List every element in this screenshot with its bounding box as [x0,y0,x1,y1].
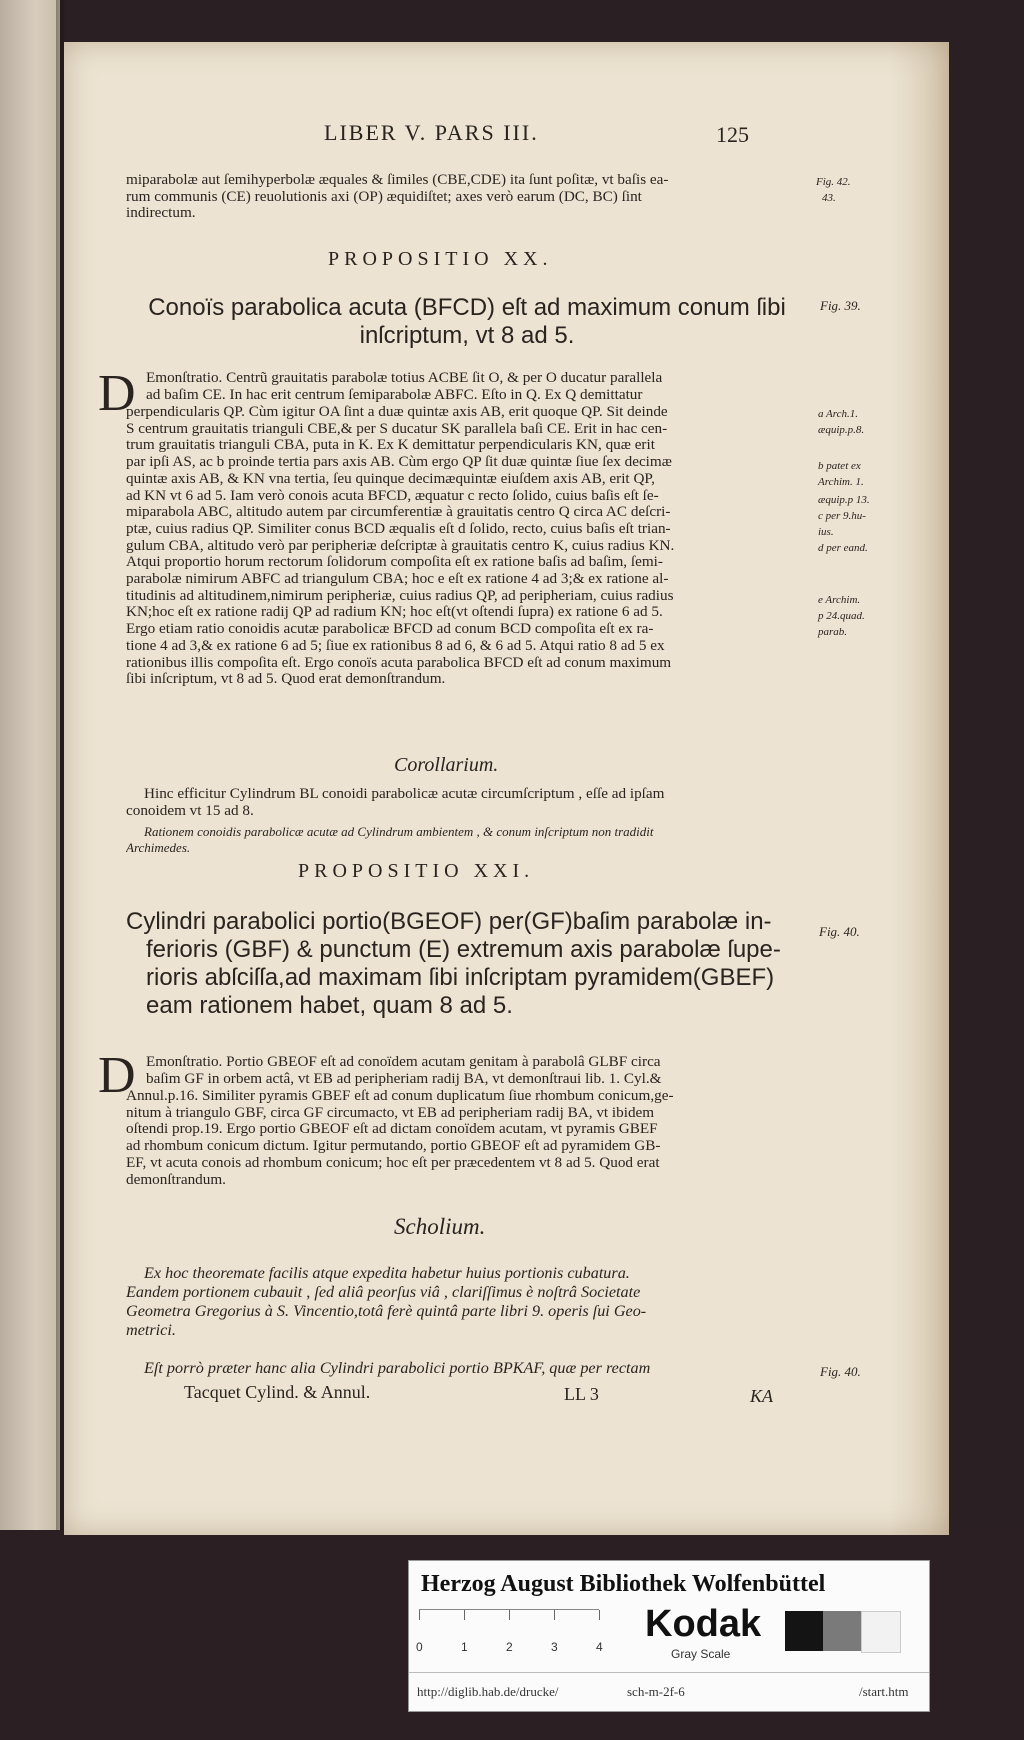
signature-mark: LL 3 [564,1384,599,1404]
text-line: metrici. [126,1321,176,1339]
text-line: miparabolæ aut ſemihyperbolæ æquales & ſimiles (CBE,CDE) ita ſunt poſitæ, vt baſis ea- [126,172,669,188]
margin-note: a Arch.1. [818,408,859,420]
text-line: ad baſim CE. In hac erit centrum ſemiparabolæ ABFC. Eſto in Q. Ex Q demittatur [146,386,643,403]
text-line: conoidem vt 15 ad 8. [126,802,254,819]
margin-note: d per eand. [818,542,868,554]
text-line: Ergo etiam ratio conoidis acutæ parabolicæ BFCD ad conum BCD compoſita eſt ex ra- [126,621,654,638]
text-line: Geometra Gregorius à S. Vincentio,totâ ferè quintâ parte libri 9. operis ſui Geo- [126,1302,647,1320]
margin-note: b patet ex [818,460,861,472]
gray-swatch-mid [823,1611,861,1651]
theorem-statement [126,908,816,1020]
text-line: Eſt porrò præter hanc alia Cylindri parabolici portio BPKAF, quæ per rectam [144,1360,651,1377]
text-line: demonſtrandum. [126,1171,226,1188]
text-line: Atqui proportio horum rectorum ſolidorum compoſita eſt ex ratione baſis ad baſim, ſemi- [126,554,663,571]
corollary-note [126,824,809,856]
text-line: rum communis (CE) reuolutionis axi (OP) æquidiſtet; axes verò earum (DC, BC) ſint [126,188,642,205]
running-head: LIBER V. PARS III. [324,120,539,145]
text-line: S centrum grauitatis trianguli CBE,& per S ducatur SK parallela baſi CE. Erit in hac cen- [126,420,668,437]
theorem-line: ferioris (GBF) & punctum (E) extremum axis parabolæ ſupe- [146,936,781,963]
text-line: Eandem portionem cubauit , ſed aliâ peorſus viâ , clariſſimus è noſtrâ Societate [126,1283,641,1301]
scale-number: 3 [551,1640,558,1654]
drop-capital: D [98,365,136,422]
text-line: perpendicularis QP. Cùm igitur OA ſint a duæ quintæ axis AB, erit quoque QP. Sit deinde [126,404,668,420]
margin-fig-ref: Fig. 42. [816,176,851,188]
proposition-heading: PROPOSITIO XX. [328,248,553,270]
text-line: tione 4 ad 3,& ex ratione 6 ad 5; ſiue ex rationibus 8 ad 6, & 6 ad 5. Atqui ratio 8 ad 5 ex [126,637,665,654]
text-line: Annul.p.16. Similiter pyramis GBEF eſt ad conum duplicatum ſiue rhombum conicum,ge- [126,1088,674,1104]
text-line: gulum CBA, altitudo verò par peripheriæ deſcriptæ à grauitatis centro K, cuius radius KN. [126,537,675,554]
intro-paragraph [126,172,809,222]
scale-number: 0 [416,1640,423,1654]
catchword-left: Tacquet Cylind. & Annul. [184,1382,371,1402]
text-line: Archimedes. [126,840,191,855]
theorem-line: eam rationem habet, quam 8 ad 5. [146,992,513,1019]
margin-fig-ref: 43. [822,192,836,204]
catchword-right: KA [750,1386,774,1406]
text-line: Rationem conoidis parabolicæ acutæ ad Cylindrum ambientem , & conum inſcriptum non tradidit [144,824,654,839]
proof-paragraph [146,1054,809,1087]
text-line: par ipſi AS, ac b proinde tertia pars axis AB. Cùm ergo QP ſit duæ quintæ ſiue ſex decimæ [126,454,672,471]
text-line: nitum à triangulo GBF, circa GF circumacto, vt EB ad peripheriam radij BA, vt ibidem [126,1104,655,1121]
text-line: ſibi inſcriptum, vt 8 ad 5. Quod erat demonſtrandum. [126,671,446,688]
margin-note: parab. [818,626,848,638]
text-line: EF, vt acuta conois ad rhombum conicum; hoc eſt per præcedentem vt 8 ad 5. Quod erat [126,1154,660,1171]
gray-scale-label: Gray Scale [671,1647,731,1661]
proof-paragraph [146,370,809,403]
start-file: /start.htm [859,1684,909,1699]
theorem-line: Conoïs parabolica acuta (BFCD) eſt ad maximum conum ſibi [148,294,786,321]
corollary-heading: Corollarium. [394,754,499,776]
margin-note: e Archim. [818,594,861,606]
scholium-paragraph [126,1264,809,1340]
margin-note: Archim. 1. [818,476,864,488]
text-line: baſim GF in orbem actâ, vt EB ad peripheriam radij BA, vt demonſtraui lib. 1. Cyl.& [146,1070,662,1087]
text-line: Hinc efficitur Cylindrum BL conoidi parabolicæ acutæ circumſcriptum , eſſe ad ipſam [144,786,665,802]
text-line: parabolæ nimirum ABFC ad triangulum CBA; hoc e eſt ex ratione 4 ad 3;& ex ratione al- [126,571,669,588]
page-edge-stain [889,42,949,1535]
scale-number: 1 [461,1640,468,1654]
library-url: http://diglib.hab.de/drucke/ [417,1684,559,1699]
corollary-paragraph [126,786,809,819]
text-line: rationibus illis compoſita eſt. Ergo conoïs acuta parabolica BFCD eſt ad conum maximum [126,654,672,671]
text-line: oſtendi prop.19. Ergo portio GBEOF eſt ad dictam conoïdem acutam, vt pyramis GBEF [126,1121,658,1138]
proposition-heading: PROPOSITIO XXI. [298,860,535,882]
theorem-line: Cylindri parabolici portio(BGEOF) per(GF)baſim parabolæ in- [126,908,772,935]
text-line: ad rhombum conicum dictum. Igitur permutando, portio GBEOF eſt ad pyramidem GB- [126,1138,661,1155]
book-edge [0,0,60,1740]
shelfmark: sch-m-2f-6 [627,1684,685,1699]
margin-fig-ref: Fig. 40. [820,1364,861,1379]
text-line: quintæ axis AB, & KN vna tertia, ſeu quinque decimæquintæ eiuſdem axis AB, erit QP, [126,470,655,487]
library-name: Herzog August Bibliothek Wolfenbüttel [421,1571,826,1597]
margin-fig-ref: Fig. 39. [820,298,861,313]
text-line: titudinis ad altitudinem,nimirum peripheriæ, cuius radius QP, ad peripheriam, cuius radius [126,587,674,604]
text-line: Ex hoc theoremate facilis atque expedita habetur huius portionis cubatura. [144,1264,630,1282]
text-line: trum grauitatis trianguli CBA, puta in K. Ex K demittatur perpendicularis KN, quæ erit [126,437,655,454]
text-line: indirectum. [126,205,196,222]
text-line: miparabola ABC, altitudo autem par circumferentiæ à grauitatis centro Q circa AC deſcri- [126,504,671,521]
gray-swatch-light [861,1611,901,1653]
book-page [64,42,949,1535]
proof-paragraph [126,404,809,688]
text-line: ptæ, cuius radius QP. Similiter conus BCD æqualis eſt d ſolido, recto, cuius baſis eſt trian- [126,520,671,537]
margin-note: c per 9.hu- [818,510,866,522]
scale-number: 2 [506,1640,513,1654]
margin-note: ius. [818,526,834,538]
scholium-last-line [126,1360,809,1377]
library-color-target [408,1560,930,1712]
text-line: Emonſtratio. Centrũ grauitatis parabolæ totius ACBE ſit O, & per O ducatur parallela [146,370,663,386]
gray-swatch-black [785,1611,823,1651]
theorem-line: rioris abſciſſa,ad maximam ſibi inſcriptam pyramidem(GBEF) [146,964,775,991]
proof-paragraph [126,1088,809,1188]
theorem-statement [142,294,792,350]
text-line: ad KN vt 6 ad 5. Iam verò conois acuta BFCD, æquatur c recto ſolido, cuius baſis eſt ſe- [126,487,659,504]
margin-note: p 24.quad. [818,610,865,622]
text-line: KN;hoc eſt ex ratione radij QP ad radium KN; hoc eſt(vt oſtendi ſupra) ex ratione 6 ad 5. [126,604,663,621]
ruler-scale [416,1609,603,1654]
kodak-logo: Kodak [645,1603,762,1645]
url-footer [409,1672,929,1711]
page-number: 125 [716,122,749,147]
scale-number: 4 [596,1640,603,1654]
margin-note: æquip.p.8. [818,424,865,436]
scholium-heading: Scholium. [394,1214,486,1239]
text-line: Emonſtratio. Portio GBEOF eſt ad conoïdem acutam genitam à parabolâ GLBF circa [146,1054,661,1070]
margin-fig-ref: Fig. 40. [819,924,860,939]
margin-note: æquip.p 13. [818,494,870,506]
drop-capital: D [98,1047,136,1104]
theorem-line: inſcriptum, vt 8 ad 5. [359,322,575,349]
